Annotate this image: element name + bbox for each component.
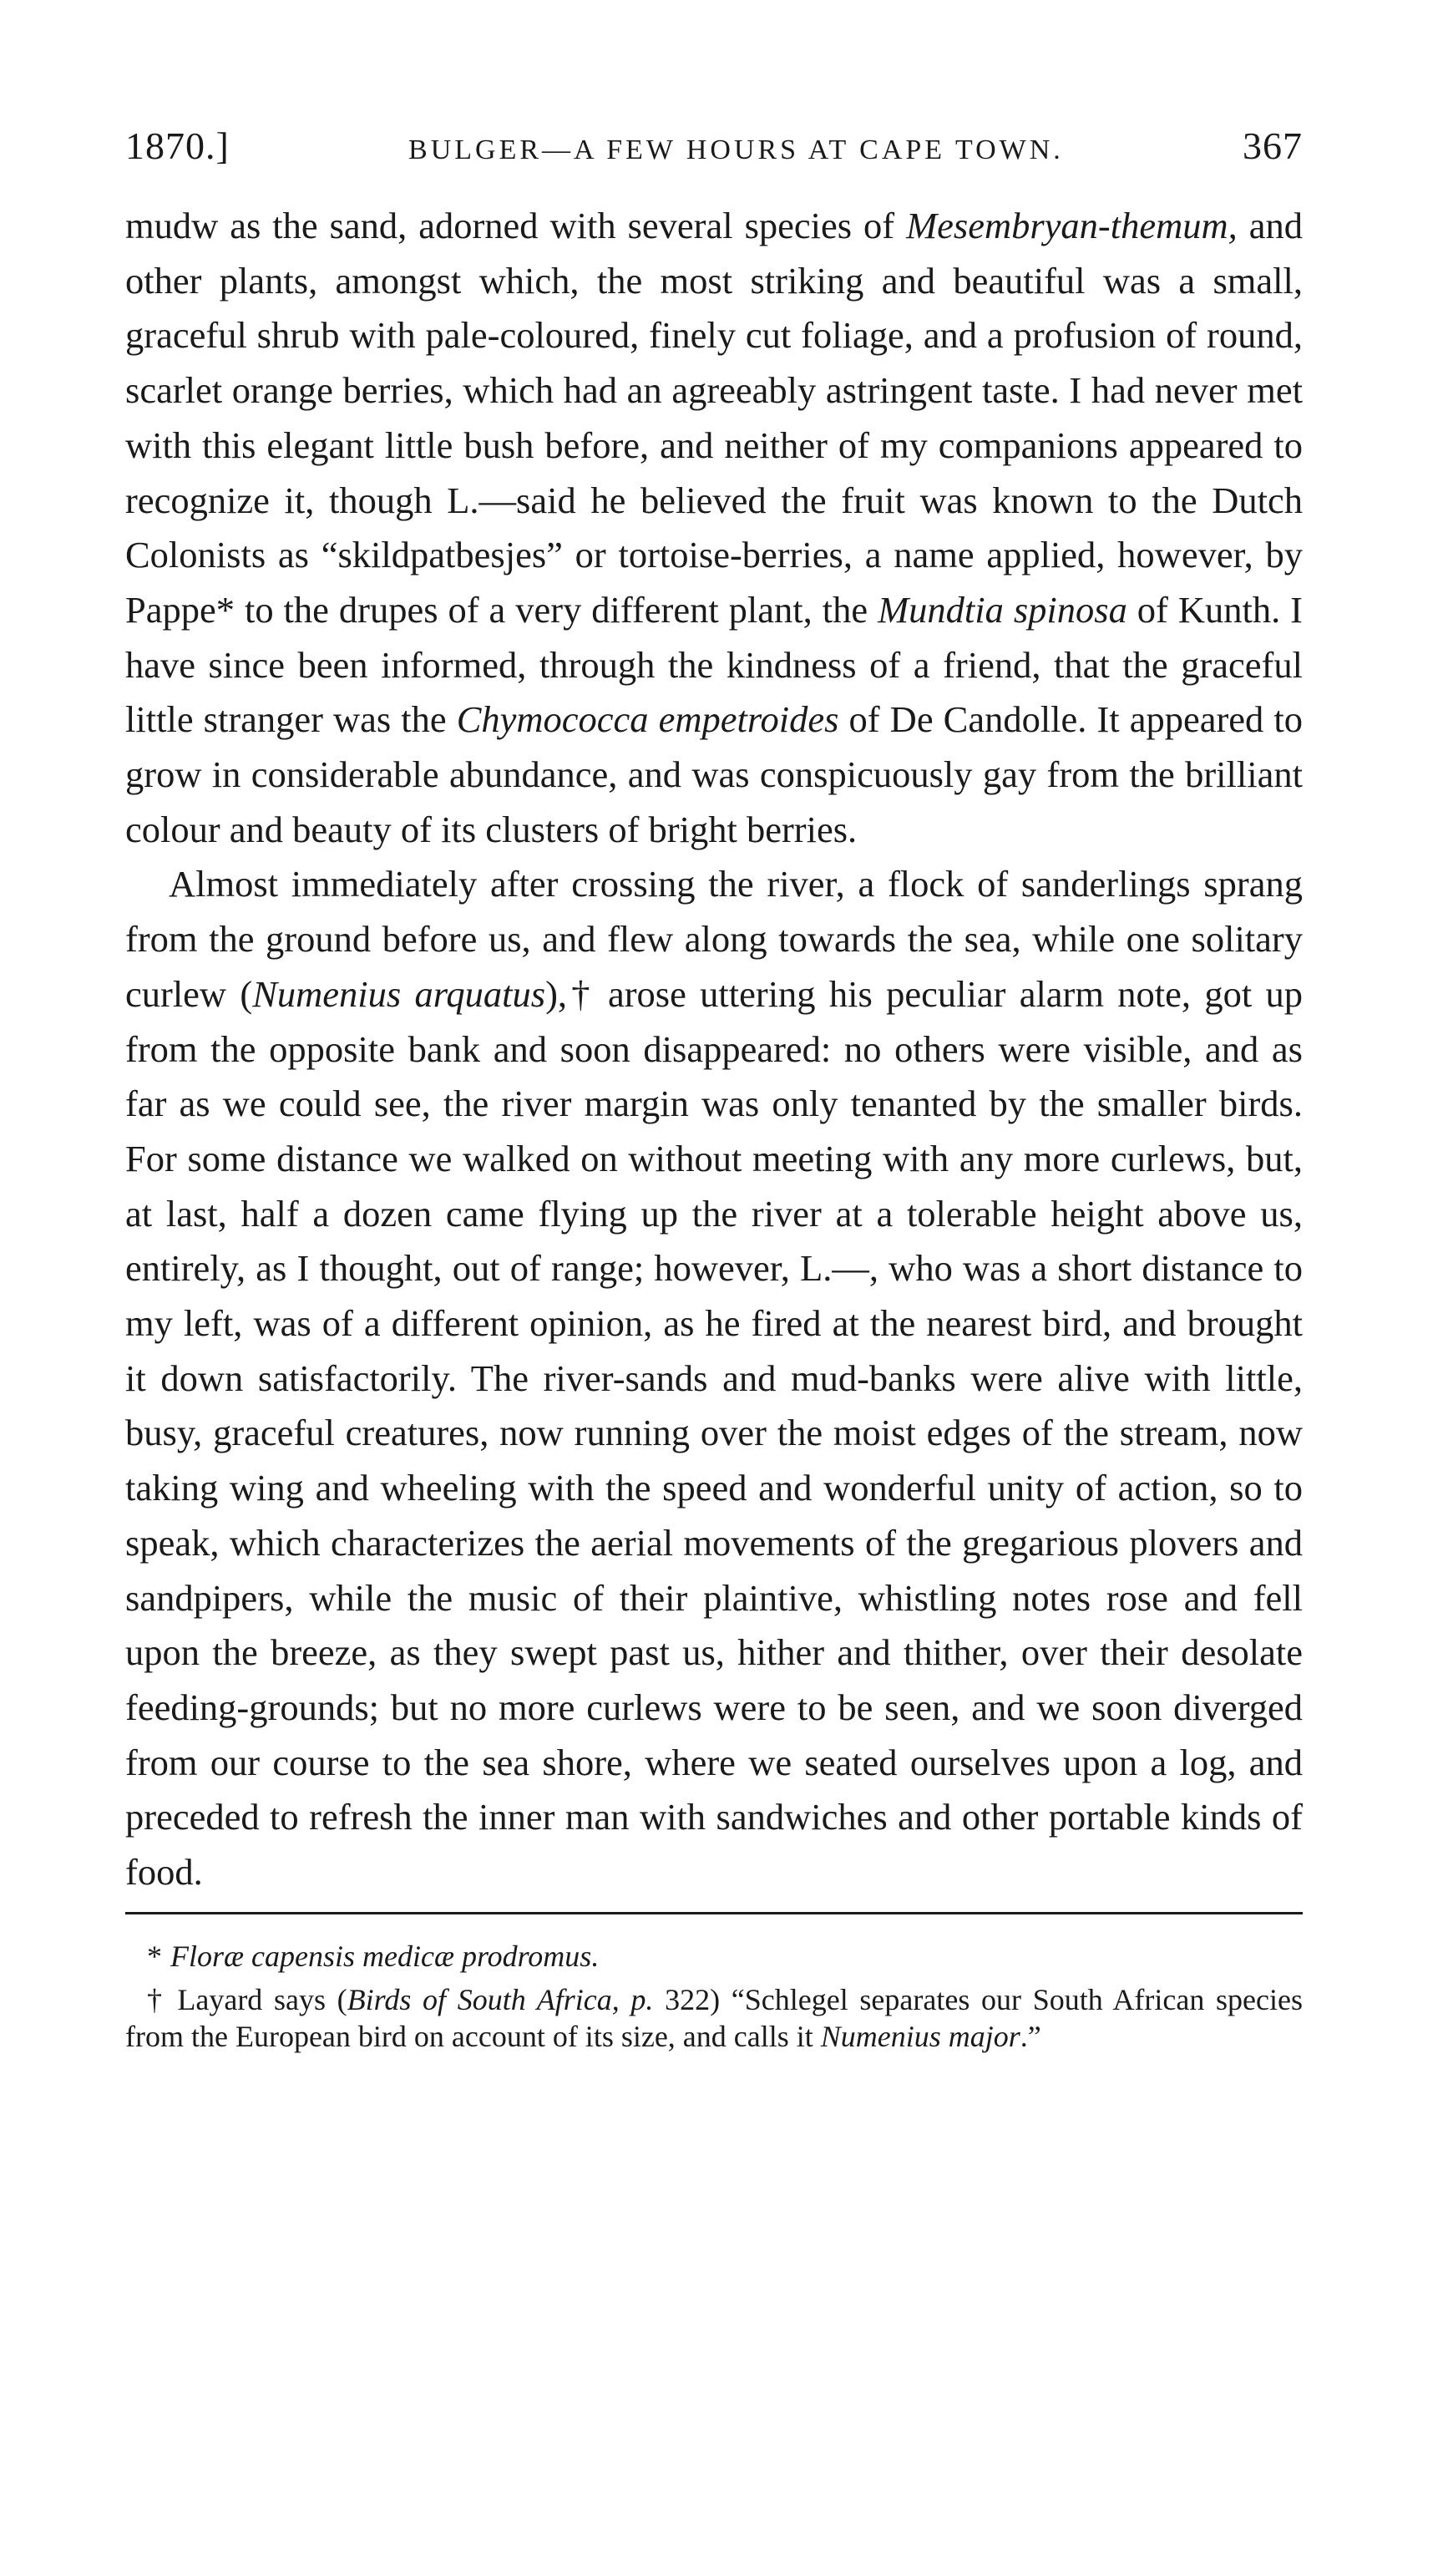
body-text	[125, 199, 1303, 1900]
species-numenius-arquatus: Numenius arquatus	[252, 972, 546, 1015]
paragraph-2	[125, 857, 1303, 1899]
footnote-2-species: Numenius major	[820, 2019, 1020, 2053]
paragraph-2-text: ),† arose uttering his peculiar alarm note, got up from the opposite bank and soon disappeared: no others were visible, and as far as we could see, the river margin was only tenanted by the smaller birds. For some distance we walked on without meeting with any more curlews, but, at last, half a dozen came flying up the river at a tolerable height above us, entirely, as I thought, out of range; however, L.—, who was a short distance to my left, was of a different opinion, as he fired at the nearest bird, and brought it down satisfactorily. The river-sands and mud-banks were alive with little, busy, graceful creatures, now running over the moist edges of the stream, now taking wing and wheeling with the speed and wonderful unity of action, so to speak, which characterizes the aerial movements of the gregarious plovers and sandpipers, while the music of their plaintive, whistling notes rose and fell upon the breeze, as they swept past us, hither and thither, over their desolate feeding-grounds; but no more curlews were to be seen, and we soon diverged from our course to the sea shore, where we seated ourselves upon a log, and preceded to refresh the inner man with sandwiches and other portable kinds of food.	[125, 972, 1303, 1894]
paragraph-1-text: mudw as the sand, adorned with several species of	[125, 205, 907, 246]
footnote-2	[125, 1981, 1303, 2055]
footnote-2-book-title: Birds of South Africa, p.	[347, 1982, 654, 2016]
page-number: 367	[1243, 124, 1303, 167]
header-year: 1870.]	[125, 124, 230, 167]
footnote-2-text: 322) “Schlegel separates our South African species from the European bird on account of its size, and calls it	[125, 1982, 1304, 2053]
footnote-1-mark: *	[147, 1939, 162, 1973]
footnote-1-title: Floræ capensis medicæ prodromus.	[170, 1939, 600, 1973]
paragraph-1-text: of Kunth. I have since been informed, through the kindness of a friend, that the graceful little stranger was the	[125, 588, 1304, 741]
species-mesembryanthemum: Mesembryan-themum,	[906, 205, 1238, 246]
footnote-1	[125, 1938, 1303, 1975]
header-title: BULGER—A FEW HOURS AT CAPE TOWN.	[408, 134, 1064, 165]
footnotes	[125, 1938, 1303, 2055]
footnote-divider	[125, 1912, 1303, 1914]
book-page	[125, 124, 1303, 2055]
running-head	[125, 124, 1303, 177]
paragraph-2-text: Almost immediately after crossing the river, a flock of sanderlings sprang from the ground before us, and flew along towards the sea, while one solitary curlew (	[125, 863, 1303, 1015]
footnote-2-text: † Layard says (	[147, 1982, 347, 2016]
paragraph-1	[125, 199, 1303, 857]
paragraph-1-text: and other plants, amongst which, the most striking and beautiful was a small, graceful shrub with pale-coloured, finely cut foliage, and a profusion of round, scarlet orange berries, which had an agreeably astringent taste. I had never met with this elegant little bush before, and neither of my companions appeared to recognize it, though L.—said he believed the fruit was known to the Dutch Colonists as “skildpatbesjes” or tortoise-berries, a name applied, however, by Pappe* to the drupes of a very different plant, the	[125, 205, 1303, 631]
paragraph-1-text: of De Candolle. It appeared to grow in considerable abundance, and was conspicuously gay from the brilliant colour and beauty of its clusters of bright berries.	[125, 698, 1303, 850]
species-chymococca: Chymococca empetroides	[456, 698, 839, 741]
species-mundtia-spinosa: Mundtia spinosa	[878, 588, 1127, 631]
footnote-2-text: .”	[1020, 2019, 1041, 2053]
